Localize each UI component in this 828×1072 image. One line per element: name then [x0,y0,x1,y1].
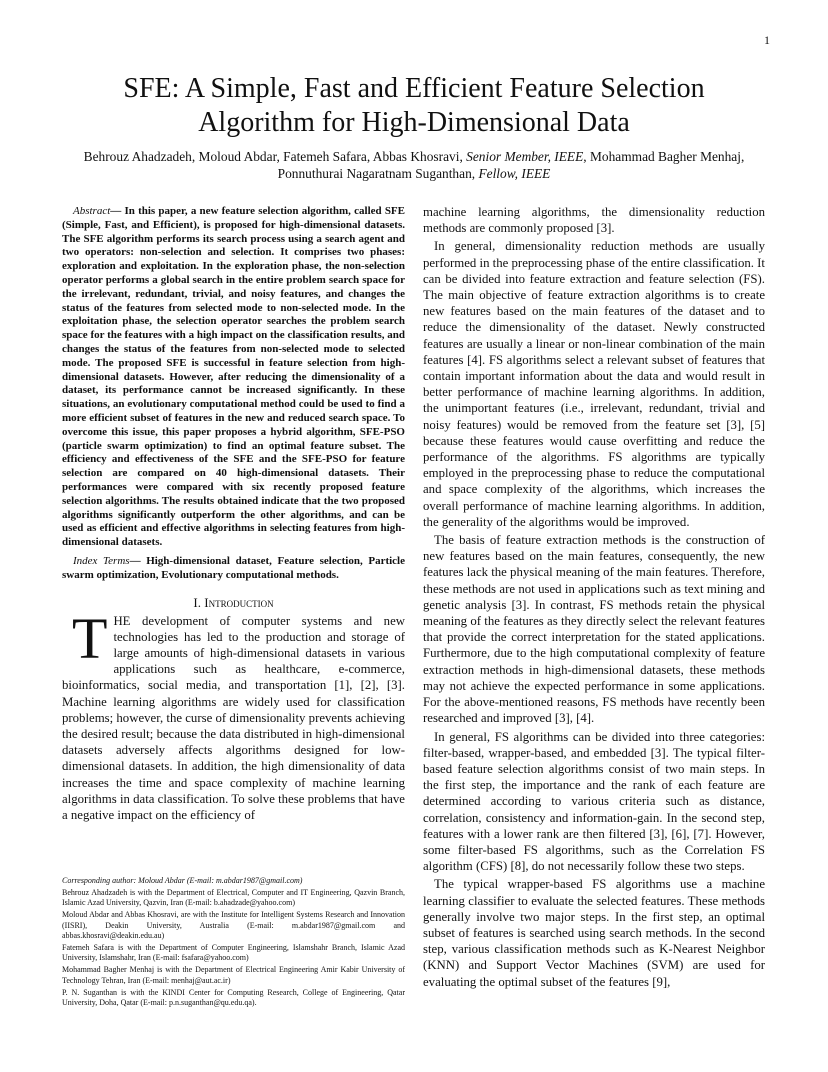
footnote-2: Moloud Abdar and Abbas Khosravi, are with the Institute for Intelligent Systems Research and Innovation (IISRI), Deakin University, Australia (E-mail: m.abdar1987@gmail.com and abbas.khosravi@deakin.edu.au) [62,910,405,941]
paragraph-dimensionality-reduction: In general, dimensionality reduction methods are usually performed in the preprocessing phase of the entire classification. It can be divided into feature extraction and feature selection (FS). The main objective of feature extraction algorithms is to create new features based on the main features of the dataset and to reduce the dimensionality of the dataset. Newly constructed features are usually a linear or non-linear combination of the main features [4]. FS algorithms select a relevant subset of features that contain important information about the data and would result in better performance of machine learning algorithms. In addition, the unimportant features (i.e., irrelevant, redundant, trivial and noisy features) would be removed from the feature set [3], [5] because these features would cause overfitting and reduce the performance of the algorithms. FS algorithms are typically employed in the preprocessing phase to reduce the computational and space complexity of the algorithms, which increases the overall performance of machine learning algorithms. In addition, the generality of the algorithms would be improved. [423,239,765,529]
author-role-1: Senior Member, IEEE [466,149,584,164]
abstract-text: — In this paper, a new feature selection algorithm, called SFE (Simple, Fast, and Efficient), is proposed for high-dimensional datasets. The SFE algorithm performs its search process using a search agent and two operators: non-selection and selection. It comprises two phases: exploration and exploitation. In the exploration phase, the non-selection operator performs a global search in the entire problem search space for the irrelevant, redundant, trivial, and noisy features, and changes the status of the features from selected mode to non-selected mode. In the exploitation phase, the selection operator searches the problem search space for the features with a high impact on the classification results, and changes the status of the features from non-selected mode to selected mode. The proposed SFE is successful in feature selection from high-dimensional datasets. However, after reducing the dimensionality of a dataset, its performance cannot be increased significantly. In these situations, an evolutionary computational method could be used to find a more efficient subset of features in the new and reduced search space. To overcome this issue, this paper proposes a hybrid algorithm, SFE-PSO (particle swarm optimization) to find an optimal feature subset. The efficiency and effectiveness of the SFE and the SFE-PSO for feature selection are compared on 40 high-dimensional datasets. Their performances were compared with six recently proposed feature selection algorithms. The results obtained indicate that the two proposed algorithms significantly outperform the other algorithms, and can be used as efficient and effective algorithms in selecting features from high-dimensional datasets. [62,205,405,549]
paragraph-wrapper-based: The typical wrapper-based FS algorithms use a machine learning classifier to evaluate the selected features. These methods generally involve two major steps. In the first step, an optimal subset of features is searched using search methods. In the second step, various classification methods such as K-Nearest Neighbor (KNN) and Support Vector Machines (SVM) are used for evaluating the optimal subset of the features [9], [423,877,765,989]
footnotes [62,876,405,1010]
index-terms-lead: Index Terms [73,554,130,567]
title-line-2: Algorithm for High-Dimensional Data [198,107,630,138]
left-column [62,205,405,823]
title-line-1: SFE: A Simple, Fast and Efficient Feature Selection [123,73,705,104]
index-terms-text: — High-dimensional dataset, Feature selection, Particle swarm optimization, Evolutionary computational methods. [62,554,405,581]
right-column [423,204,765,990]
page-number: 1 [764,33,770,47]
footnote-3: Fatemeh Safara is with the Department of Computer Engineering, Islamshahr Branch, Islamic Azad University, Islamshahr, Iran (E-mail: fsafara@yahoo.com) [62,942,405,963]
footnote-5: P. N. Suganthan is with the KINDI Center for Computing Research, College of Engineering, Qatar University, Doha, Qatar (E-mail: p.n.suganthan@qu.edu.qa). [62,987,405,1007]
author-role-2: Fellow, IEEE [478,166,551,181]
footnote-4: Mohammad Bagher Menhaj is with the Department of Electrical Engineering Amir Kabir University of Technology Tehran, Iran (E-mail: menhaj@aut.ac.ir) [62,965,405,985]
authors-part-1: Behrouz Ahadzadeh, Moloud Abdar, Fatemeh Safara, Abbas Khosravi, [83,149,467,164]
abstract [62,205,405,550]
paper-title [60,72,768,140]
intro-text: HE development of computer systems and new technologies has led to the production and storage of large amounts of high-dimensional datasets in various applications such as healthcare, e-commerce, bioinformatics, social media, and transportation [1], [2], [3]. Machine learning algorithms are widely used for classification problems; however, the curse of dimensionality prevents achieving the desired result; because the data distributed in high-dimensional datasets adversely affects algorithms designed for low-dimensional datasets. In addition, the high dimensionality of data increases the time and space complexity of machine learning algorithms in data classification. To solve these problems that have a negative impact on the efficiency of [62,613,405,822]
paragraph-fs-categories: In general, FS algorithms can be divided into three categories: filter-based, wrapper-based, and embedded [3]. The typical filter-based feature selection algorithms consist of two main steps. In the first step, the importance and the rank of each feature are determined according to various criteria such as distance, correlation, consistency and information-gain. In the second step, features with a lower rank are then filtered [3], [6], [7]. However, some filter-based FS algorithms, such as the Correlation FS algorithm (CFS) [8], do not necessarily follow these two steps. [423,729,765,874]
intro-paragraph [62,605,405,824]
paragraph-feature-extraction: The basis of feature extraction methods is the construction of new features based on the main features, consequently, the new features lack the physical meaning of the main features. Therefore, these methods are not used in applications such as text mining and genetic analysis [3]. In contrast, FS methods retain the physical meaning of the features as they directly select the relevant features that provide the correct interpretation for the stated applications. Furthermore, due to the high computational complexity of feature extraction methods in high-dimensional datasets, these methods may not achieve the expected performance in some applications. For the above-mentioned reasons, FS methods have recently been researched and improved [3], [4]. [423,533,765,726]
authors-part-2: , Mohammad Bagher Menhaj, Ponnuthurai Nagaratnam Suganthan, [277,149,745,181]
index-terms [62,555,405,583]
footnote-1: Behrouz Ahadzadeh is with the Department of Electrical, Computer and IT Engineering, Qazvin Branch, Islamic Azad University, Qazvin, Iran (E-mail: b.ahadzade@yahoo.com) [62,887,405,908]
drop-cap: T [72,605,108,671]
paragraph-continuation: machine learning algorithms, the dimensionality reduction methods are commonly proposed [3]. [423,205,765,236]
section-heading-introduction: I. Introduction [193,594,274,610]
abstract-lead: Abstract [73,205,111,217]
author-list [60,148,768,182]
footnote-corresponding: Corresponding author: Moloud Abdar (E-mail: m.abdar1987@gmail.com) [62,876,303,885]
